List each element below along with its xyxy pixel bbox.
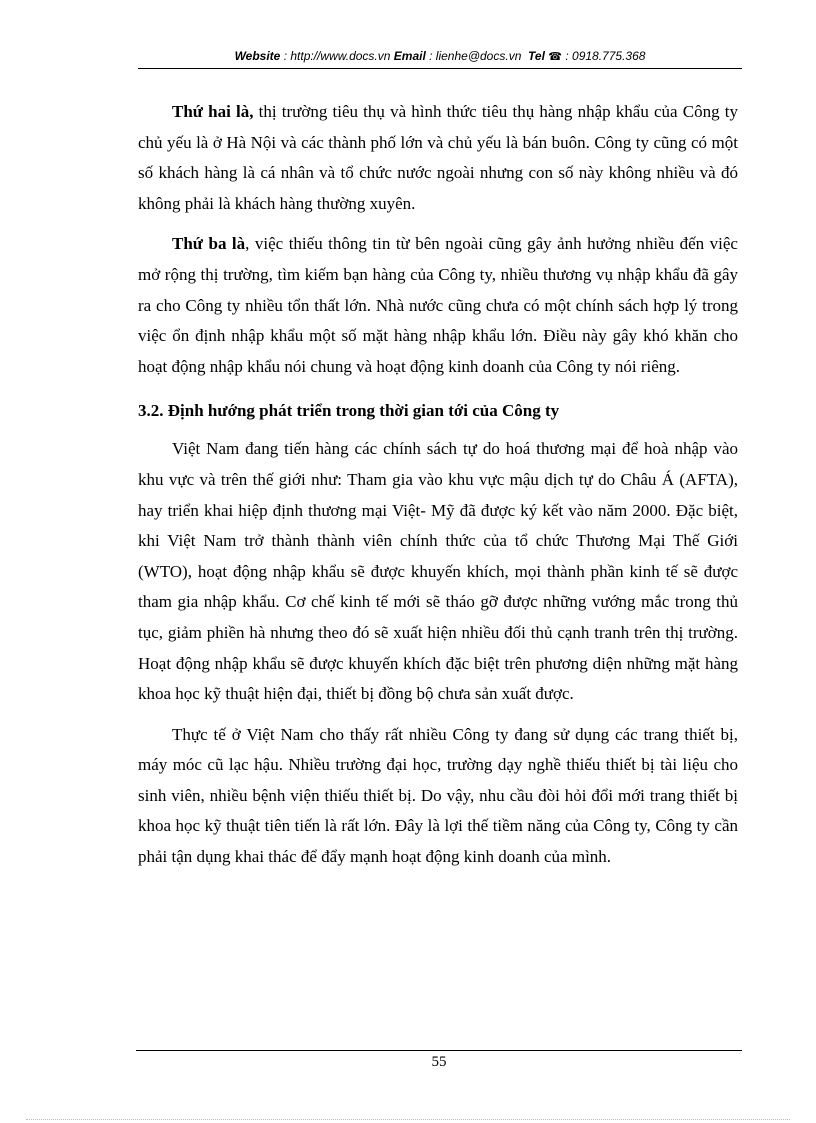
email-address[interactable]: lienhe@docs.vn xyxy=(435,49,522,63)
paragraph-lead: Thứ hai là, xyxy=(172,102,254,121)
email-separator: : xyxy=(425,49,436,63)
paragraph-text: , việc thiếu thông tin từ bên ngoài cũng gây ảnh hưởng nhiều đến việc mở rộng thị trường, tìm kiếm bạn hàng của Công ty, nhiều thương vụ nhập khẩu đã gây ra cho Công ty nhiều tổn thất lớn. Nhà nước cũng chưa có một chính sách hợp lý trong việc ổn định nhập khẩu một số mặt hàng nhập khẩu lớn. Điều này gây khó khăn cho hoạt động nhập khẩu nói chung và hoạt động kinh doanh của Công ty nói riêng. xyxy=(138,234,738,376)
paragraph-lead: Thứ ba là xyxy=(172,234,246,254)
paragraph-thu-ba xyxy=(138,229,738,382)
footer-divider xyxy=(136,1050,742,1051)
paragraph-thu-hai xyxy=(138,97,738,219)
website-label: Website xyxy=(234,49,281,63)
tel-separator: : xyxy=(562,49,573,63)
section-heading: 3.2. Định hướng phát triển trong thời gian tới của Công ty xyxy=(138,401,560,421)
page-content xyxy=(138,97,738,883)
section-paragraph: Việt Nam đang tiến hàng các chính sách tự do hoá thương mại để hoà nhập vào khu vực và trên thế giới như: Tham gia vào khu vực mậu dịch tự do Châu Á (AFTA), hay triển khai hiệp định thương mại Việt- Mỹ đã được ký kết vào năm 2000. Đặc biệt, khi Việt Nam trở thành thành viên chính thức của tổ chức Thương Mại Thế Giới (WTO), hoạt động nhập khẩu sẽ được khuyến khích, mọi thành phần kinh tế sẽ được tham gia nhập khẩu. Cơ chế kinh tế mới sẽ tháo gỡ được những vướng mắc trong thủ tục, giảm phiền hà nhưng theo đó sẽ xuất hiện nhiều đối thủ cạnh tranh trên thị trường. Hoạt động nhập khẩu sẽ được khuyến khích đặc biệt trên phương diện những mặt hàng khoa học kỹ thuật hiện đại, thiết bị đồng bộ chưa sản xuất được. xyxy=(138,439,738,704)
website-separator: : xyxy=(280,49,291,63)
page-header xyxy=(138,46,742,69)
paragraph-text: thị trường tiêu thụ và hình thức tiêu thụ hàng nhập khẩu của Công ty chủ yếu là ở Hà Nội và các thành phố lớn và chủ yếu là bán buôn. Công ty cũng có một số khách hàng là cá nhân và tổ chức nước ngoài nhưng con số này không nhiều và đó không phải là khách hàng thường xuyên. xyxy=(138,102,738,213)
section-paragraph: Thực tế ở Việt Nam cho thấy rất nhiều Công ty đang sử dụng các trang thiết bị, máy móc cũ lạc hậu. Nhiều trường đại học, trường dạy nghề thiếu thiết bị tài liệu cho sinh viên, nhiều bệnh viện thiếu thiết bị. Do vậy, nhu cầu đòi hỏi đổi mới trang thiết bị khoa học kỹ thuật tiên tiến là rất lớn. Đây là lợi thế tiềm năng của Công ty, Công ty cần phải tận dụng khai thác để đẩy mạnh hoạt động kinh doanh của mình. xyxy=(138,724,738,867)
email-label: Email xyxy=(393,49,426,63)
page-number: 55 xyxy=(431,1054,447,1070)
page-edge-divider xyxy=(26,1119,790,1120)
website-url[interactable]: http://www.docs.vn xyxy=(290,49,391,63)
tel-number: 0918.775.368 xyxy=(572,49,646,63)
tel-label: Tel xyxy=(528,49,545,63)
telephone-icon: ☎ xyxy=(548,51,562,63)
